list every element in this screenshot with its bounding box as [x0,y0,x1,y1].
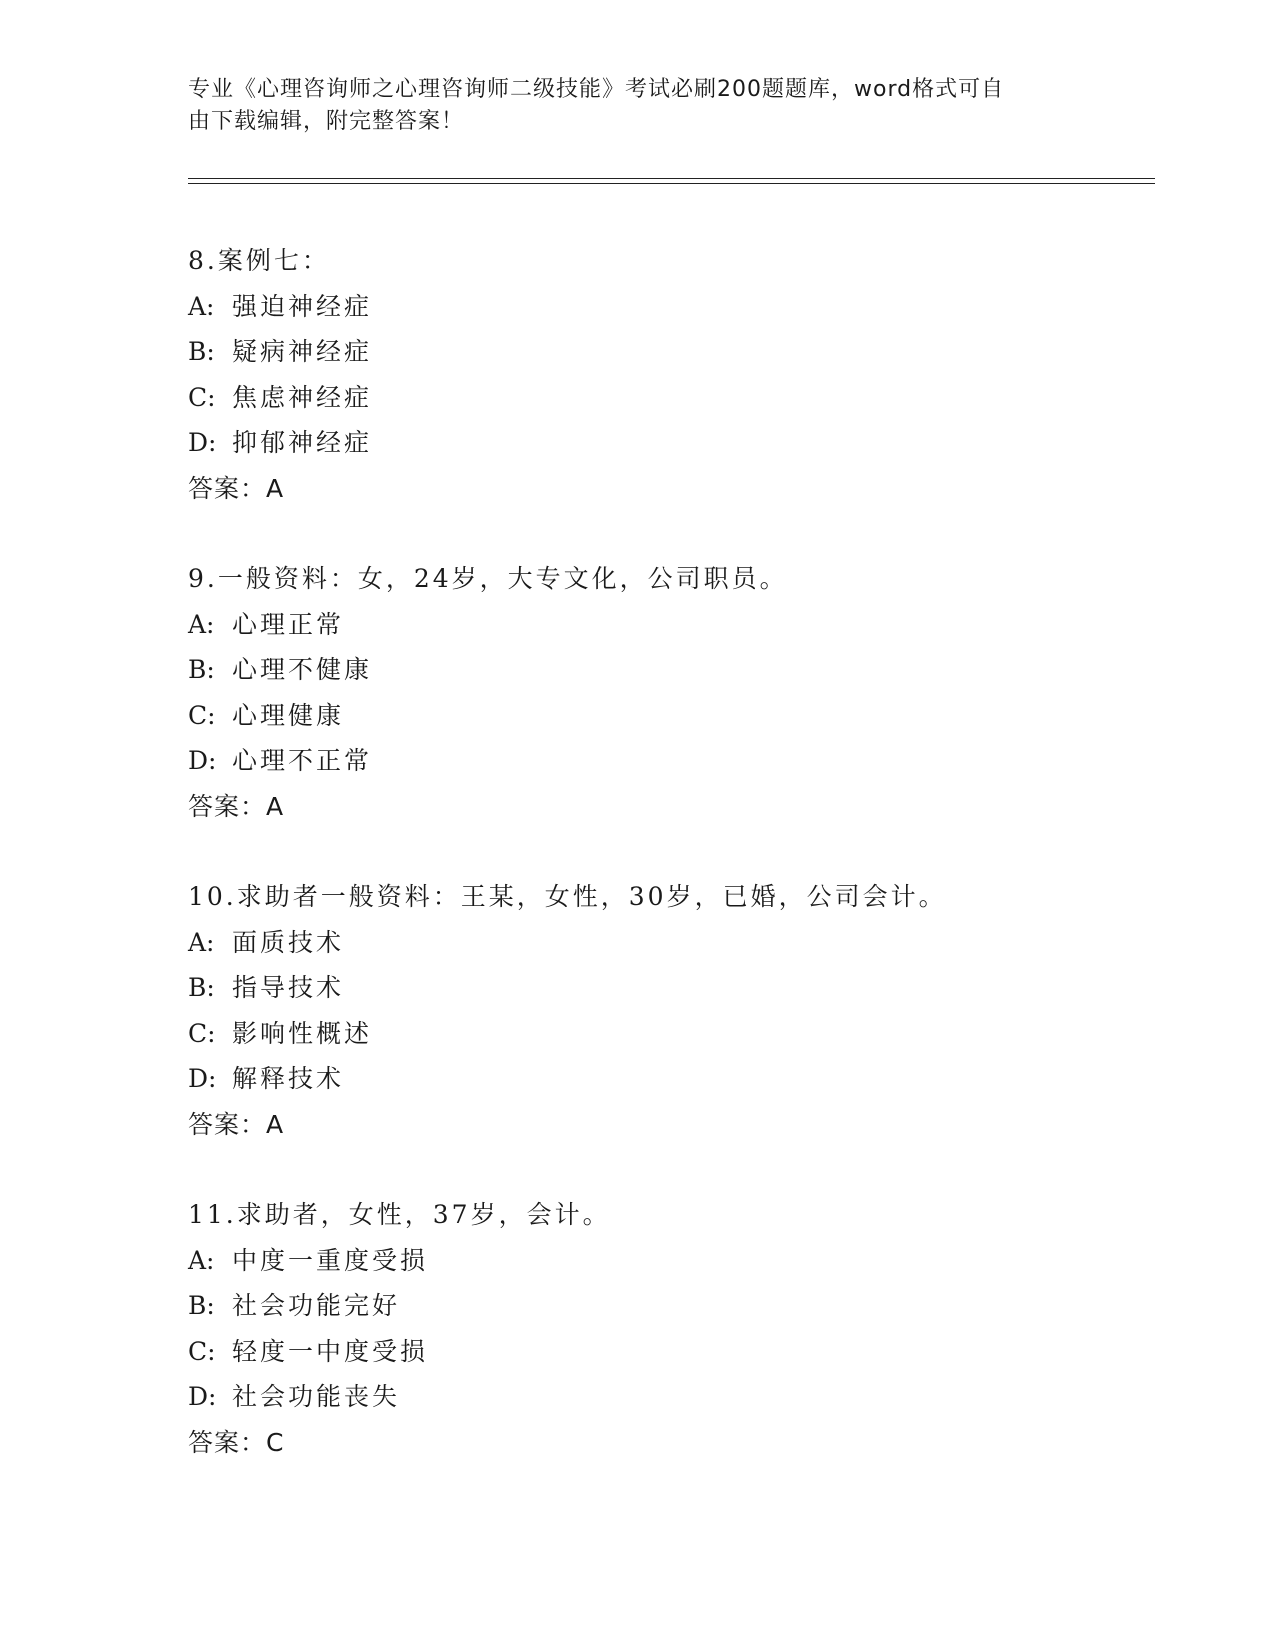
question-8 [188,238,1148,511]
option-text: 心理正常 [232,609,345,639]
answer-line: 答案：A [188,1109,285,1139]
option-b [188,329,1148,375]
option-text: 强迫神经症 [232,291,373,321]
header-divider-top [188,178,1155,179]
header-line-2: 由下载编辑，附完整答案！ [188,109,465,134]
option-c [188,375,1148,421]
question-list [188,238,1148,1510]
option-letter: A: [188,291,215,321]
option-a [188,602,1148,648]
option-c [188,1329,1148,1375]
option-text: 社会功能完好 [232,1291,401,1320]
question-stem: 11.求助者，女性，37岁，会计。 [188,1200,611,1229]
option-letter: B: [188,973,215,1002]
option-b [188,647,1148,693]
question-10 [188,874,1148,1147]
option-text: 面质技术 [232,927,345,957]
option-letter: A: [188,609,215,639]
option-text: 解释技术 [232,1064,345,1093]
option-letter: B: [188,655,215,684]
option-a [188,284,1148,330]
option-d [188,1056,1148,1102]
option-text: 抑郁神经症 [232,428,373,457]
option-letter: C: [188,1018,216,1048]
option-c [188,1011,1148,1057]
option-d [188,1374,1148,1420]
option-text: 影响性概述 [232,1018,373,1048]
option-letter: C: [188,700,216,730]
option-letter: B: [188,1291,215,1320]
option-text: 社会功能丧失 [232,1382,401,1411]
question-stem: 8.案例七： [188,246,330,275]
option-b [188,1283,1148,1329]
option-text: 轻度一中度受损 [232,1336,429,1366]
option-letter: A: [188,1245,215,1275]
question-stem: 9.一般资料：女，24岁，大专文化，公司职员。 [188,564,788,593]
option-text: 心理健康 [232,700,345,730]
header-line-1: 专业《心理咨询师之心理咨询师二级技能》考试必刷200题题库，word格式可自 [188,77,1005,102]
option-text: 心理不健康 [232,655,373,684]
option-d [188,738,1148,784]
option-letter: D: [188,746,217,775]
answer-line: 答案：A [188,791,285,821]
option-text: 指导技术 [232,973,345,1002]
answer-line: 答案：C [188,1427,285,1457]
question-9 [188,556,1148,829]
option-letter: A: [188,927,215,957]
option-c [188,693,1148,739]
option-letter: B: [188,337,215,366]
option-letter: D: [188,428,217,457]
option-letter: D: [188,1064,217,1093]
question-stem: 10.求助者一般资料：王某，女性，30岁，已婚，公司会计。 [188,882,947,911]
option-text: 心理不正常 [232,746,373,775]
document-header [188,74,1068,138]
answer-line: 答案：A [188,473,285,503]
question-11 [188,1192,1148,1465]
option-letter: C: [188,1336,216,1366]
option-text: 中度一重度受损 [232,1245,429,1275]
option-b [188,965,1148,1011]
option-text: 疑病神经症 [232,337,373,366]
option-letter: C: [188,382,216,412]
option-letter: D: [188,1382,217,1411]
option-a [188,1238,1148,1284]
option-d [188,420,1148,466]
header-divider-bottom [188,183,1155,184]
option-a [188,920,1148,966]
option-text: 焦虑神经症 [232,382,373,412]
